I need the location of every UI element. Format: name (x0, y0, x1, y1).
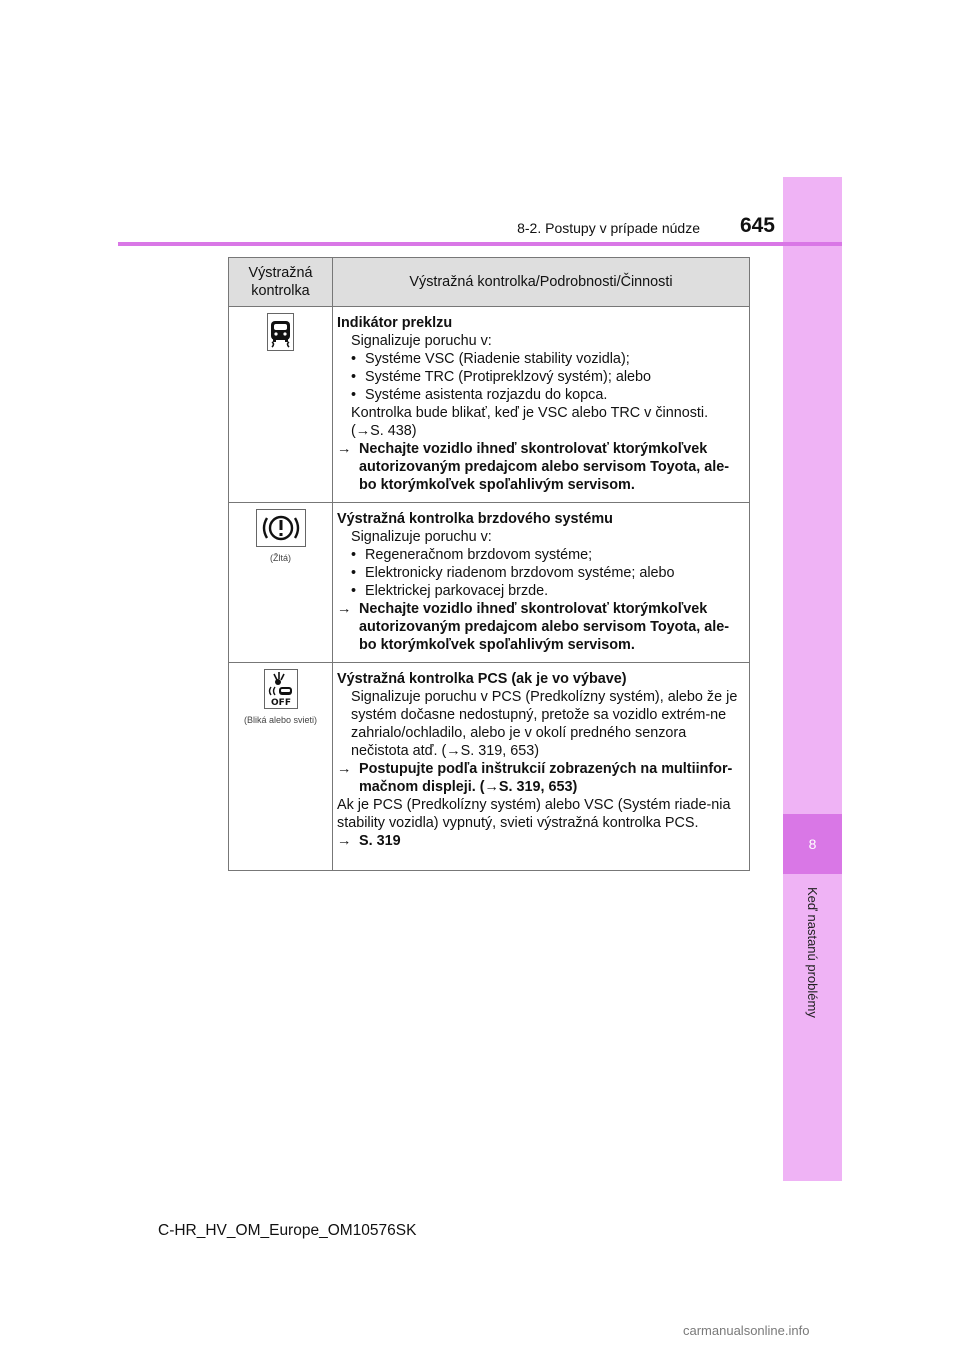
action-text: → Nechajte vozidlo ihneď skontrolovať ktorýmkoľvek autorizovaným predajcom alebo servisom Toyota, ale-bo ktorýmkoľvek spoľahlivým servisom. (337, 601, 730, 653)
table-header-row (229, 258, 750, 307)
action-text: → Postupujte podľa inštrukcií zobrazených na multiinfor-mačnom displeji. (→S. 319, 653) (337, 761, 733, 795)
watermark: carmanualsonline.info (683, 1323, 810, 1338)
chapter-label-wrap (783, 887, 842, 1147)
column-header-light: Výstražná kontrolka (229, 258, 333, 307)
description-cell (333, 503, 750, 663)
action-text-content: S. 319 (359, 833, 401, 849)
icon-note: (Žltá) (270, 553, 291, 563)
header-rule (118, 242, 842, 246)
list-item: • Systéme VSC (Riadenie stability vozidla); (351, 351, 630, 367)
section-title: 8-2. Postupy v prípade núdze (517, 220, 700, 236)
list-item-text: Regeneračnom brzdovom systéme; (365, 547, 593, 563)
table-row (229, 307, 750, 503)
list-item-text: Elektronicky riadenom brzdovom systéme; alebo (365, 565, 675, 581)
pcs-off-warning-icon (264, 669, 298, 709)
action-text-content: Nechajte vozidlo ihneď skontrolovať ktorýmkoľvek autorizovaným predajcom alebo servisom Toyota, ale-bo ktorýmkoľvek spoľahlivým servisom. (359, 601, 730, 653)
icon-cell (229, 503, 333, 663)
row-title: Výstražná kontrolka PCS (ak je vo výbave) (337, 671, 627, 687)
action-text-content: Postupujte podľa inštrukcií zobrazených na multiinfor-mačnom displeji. (→S. 319, 653) (359, 761, 733, 795)
chapter-side-tab (783, 177, 842, 1181)
column-header-details: Výstražná kontrolka/Podrobnosti/Činnosti (333, 258, 750, 307)
list-item: • Systéme asistenta rozjazdu do kopca. (351, 387, 608, 403)
action-text-content: Nechajte vozidlo ihneď skontrolovať ktorýmkoľvek autorizovaným predajcom alebo servisom Toyota, ale-bo ktorýmkoľvek spoľahlivým servisom. (359, 441, 730, 493)
row-intro: Signalizuje poruchu v: (351, 333, 492, 349)
table-row (229, 663, 750, 871)
row-note: Ak je PCS (Predkolízny systém) alebo VSC (Systém riade-nia stability vozidla) vypnutý, svieti výstražná kontrolka PCS. (337, 797, 731, 831)
list-item-text: Systéme VSC (Riadenie stability vozidla); (365, 351, 630, 367)
document-code: C-HR_HV_OM_Europe_OM10576SK (158, 1222, 417, 1239)
list-item-text: Systéme asistenta rozjazdu do kopca. (365, 387, 608, 403)
list-item-text: Systéme TRC (Protipreklzový systém); alebo (365, 369, 652, 385)
list-item: • Elektronicky riadenom brzdovom systéme; alebo (351, 565, 675, 581)
page-number: 645 (739, 214, 775, 237)
description-cell (333, 307, 750, 503)
icon-cell (229, 663, 333, 871)
list-item: • Systéme TRC (Protipreklzový systém); alebo (351, 369, 652, 385)
row-title: Indikátor preklzu (337, 315, 453, 331)
chapter-number: 8 (783, 814, 842, 874)
brake-system-warning-icon (256, 509, 306, 547)
row-intro: Signalizuje poruchu v: (351, 529, 492, 545)
icon-off-label: OFF (270, 698, 291, 708)
warning-light-table (228, 257, 750, 871)
description-cell (333, 663, 750, 871)
action-text: → Nechajte vozidlo ihneď skontrolovať ktorýmkoľvek autorizovaným predajcom alebo servisom Toyota, ale-bo ktorýmkoľvek spoľahlivým servisom. (337, 441, 730, 493)
list-item: • Elektrickej parkovacej brzde. (351, 583, 549, 599)
icon-cell (229, 307, 333, 503)
icon-note: (Bliká alebo svieti) (243, 715, 318, 725)
action-text: → S. 319 (337, 833, 401, 849)
row-title: Výstražná kontrolka brzdového systému (337, 511, 613, 527)
list-item-text: Elektrickej parkovacej brzde. (365, 583, 549, 599)
row-intro: Signalizuje poruchu v PCS (Predkolízny systém), alebo že je systém dočasne nedostupný, pretože sa vozidlo extrém-ne zahrialo/ochladilo, alebo je v okolí predného senzora nečistota atď. (→S. 319, 653) (351, 689, 738, 759)
table-row (229, 503, 750, 663)
slip-indicator-icon (267, 313, 294, 351)
row-note: Kontrolka bude blikať, keď je VSC alebo TRC v činnosti. (351, 405, 709, 421)
chapter-label: Keď nastanú problémy (804, 887, 820, 1018)
row-note-ref: (→S. 438) (351, 423, 417, 439)
list-item: • Regeneračnom brzdovom systéme; (351, 547, 593, 563)
